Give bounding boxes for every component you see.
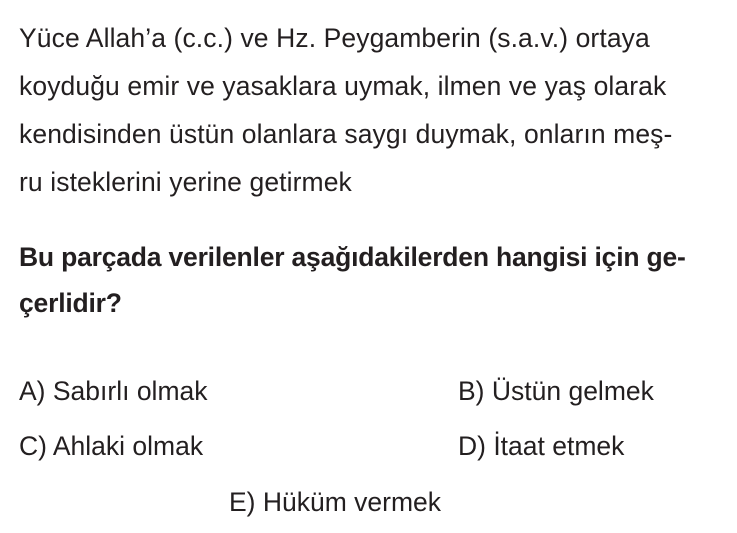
- question-line: Bu parçada verilenler aşağıdakilerden hangisi için ge-: [19, 242, 686, 272]
- passage-line: ru isteklerini yerine getirmek: [19, 167, 352, 197]
- passage-line: Yüce Allah’a (c.c.) ve Hz. Peygamberin (s.a.v.) ortaya: [19, 23, 650, 53]
- answer-option-e[interactable]: E) Hüküm vermek: [229, 487, 442, 517]
- answer-option-d[interactable]: D) İtaat etmek: [458, 431, 625, 461]
- answer-option-a[interactable]: A) Sabırlı olmak: [19, 376, 208, 406]
- answer-option-b[interactable]: B) Üstün gelmek: [458, 376, 654, 406]
- passage-line: kendisinden üstün olanlara saygı duymak, onların meş-: [19, 119, 673, 149]
- passage-text: [19, 14, 719, 206]
- question-line: çerlidir?: [19, 288, 122, 318]
- answer-option-c[interactable]: C) Ahlaki olmak: [19, 431, 204, 461]
- passage-line: koyduğu emir ve yasaklara uymak, ilmen ve yaş olarak: [19, 71, 667, 101]
- question-stem: [19, 234, 719, 326]
